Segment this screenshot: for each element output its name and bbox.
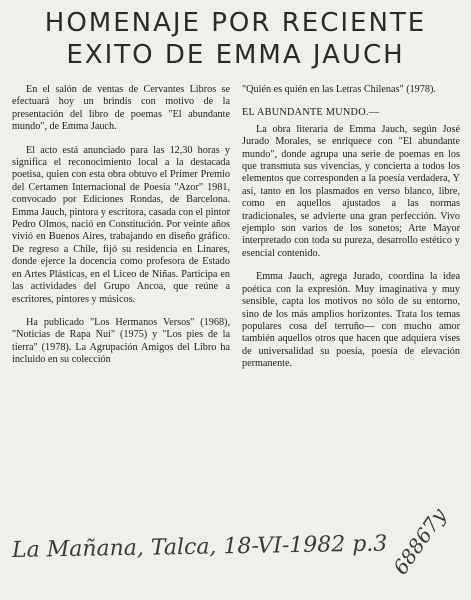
handwritten-source-note: La Mañana, Talca, 18-VI-1982 p.3: [11, 531, 388, 563]
article-paragraph: La obra literaria de Emma Jauch, según José Jurado Morales, se enriquece con "El abundante mundo", donde agrupa una serie de poemas en los que transmuta sus vivencias, y concierta a todos los elementos que corresponden a la poesía verdadera, Y así, tanto en los plasmados en verso blanco, libre, como en aquellos ajustados a las normas tradicionales, se advierte una gran perfección. Vivo ejemplo son varios de los sonetos; Arte Mayor interpretado con toda su pureza, desarrollo estético y esencial contenido.: [242, 123, 460, 259]
article-paragraph-continued: "Quién es quién en las Letras Chilenas" (1978).: [242, 84, 436, 95]
article-paragraph: El acto está anunciado para las 12,30 horas y significa el reconocimiento local a la destacada poetisa, quien con esta obra obtuvo el Primer Premio del Certamen Internacional de Poesía "Azor" 1981, convocado por Ediciones Rondas, de Barcelona. Emma Jauch, pintora y escritora, casada con el pintor Pedro Olmos, nació en Constitución. Por veinte años vivió en Buenos Aires, trabajando en diseño gráfico. De regreso a Chile, fijó su residencia en Linares, donde ejerce la docencia como profesora de Estado en Artes Plásticas, en el Liceo de Niñas. Participa en las actividades del Grupo Ancoa, que reúne a escritores, pintores y músicos.: [12, 144, 230, 305]
article-paragraph: En el salón de ventas de Cervantes Libros se efectuará hoy un brindis con motivo de la presentación del libro de poemas "El abundante mundo", de Emma Jauch.: [12, 84, 230, 133]
handwritten-catalog-number: 68867y: [388, 503, 451, 579]
article-paragraph: Ha publicado "Los Hermanos Versos" (1968), "Noticias de Rapa Nui" (1975) y "Los pies de la tierra" (1978). La Agrupación Amigos del Libro ha incluido en su colección: [12, 316, 230, 366]
headline-line-1: HOMENAJE POR RECIENTE: [44, 8, 427, 38]
section-subheading: EL ABUNDANTE MUNDO.—: [242, 107, 380, 119]
headline-line-2: EXITO DE EMMA JAUCH: [66, 40, 405, 70]
article-paragraph: Emma Jauch, agrega Jurado, coordina la idea poética con la expresión. Muy imaginativa y muy sensible, capta los motivos no sólo de su entorno, sino de los más amplios horizontes. Trata los temas populares cosa del terruño— con mucho amor también aquellos otros que hacen que adquiera vises de universalidad su poesía, poesía de elevación permanente.: [242, 271, 460, 370]
right-column: [242, 84, 460, 382]
left-column: [12, 84, 230, 378]
